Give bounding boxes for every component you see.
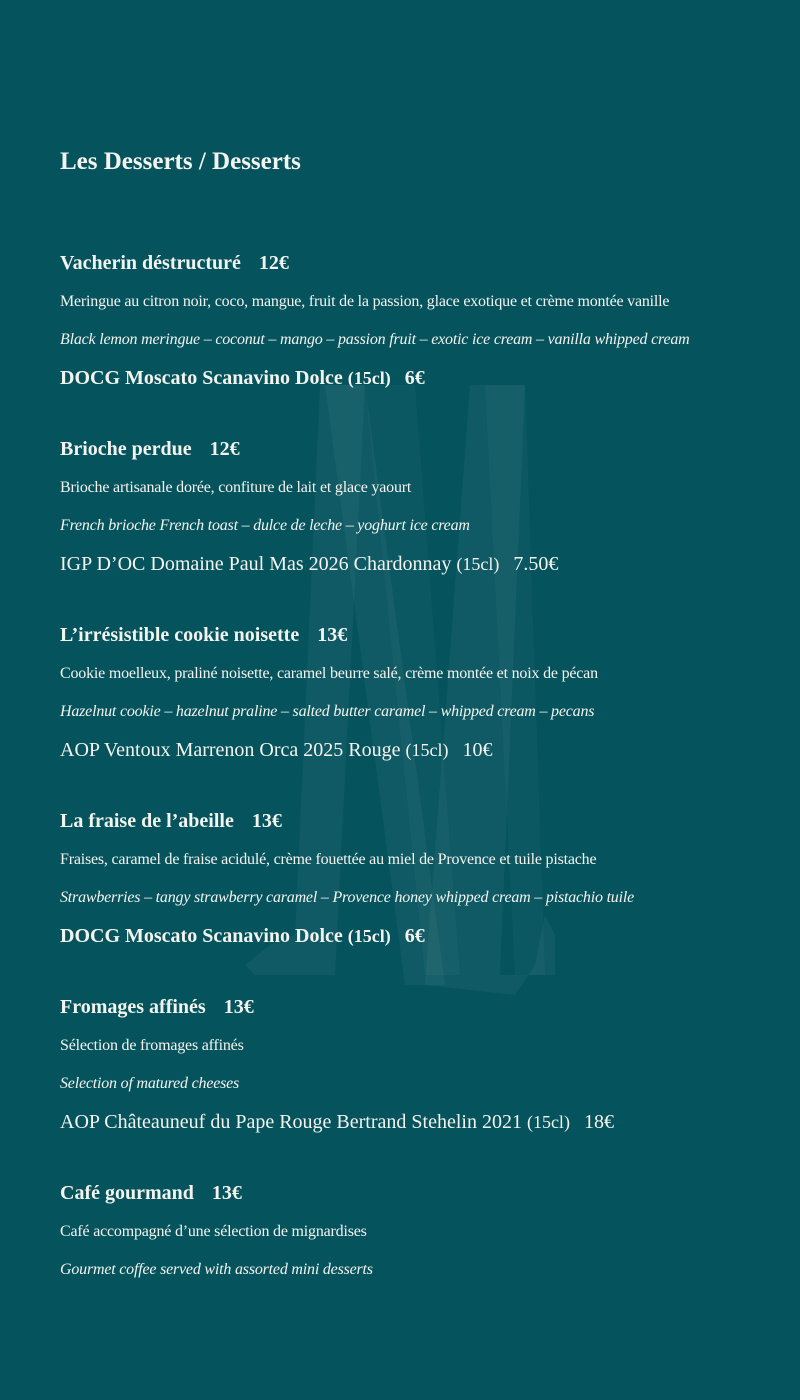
wine-name: IGP D’OC Domaine Paul Mas 2026 Chardonnay: [60, 553, 452, 575]
item-name: L’irrésistible cookie noisette: [60, 624, 300, 646]
wine-price: 10€: [462, 739, 493, 761]
wine-price: 6€: [404, 925, 425, 947]
menu-item-cookie: [60, 620, 800, 766]
wine-volume: (15cl): [405, 740, 449, 760]
item-heading: [60, 1178, 800, 1208]
wine-pairing: [60, 734, 800, 766]
wine-volume: (15cl): [347, 368, 391, 388]
item-description-en: French brioche French toast – dulce de leche – yoghurt ice cream: [60, 517, 470, 534]
menu-item-vacherin: [60, 248, 800, 394]
wine-name: DOCG Moscato Scanavino Dolce: [60, 925, 343, 947]
wine-pairing: [60, 548, 800, 580]
item-description-fr: Fraises, caramel de fraise acidulé, crème fouettée au miel de Provence et tuile pistache: [60, 851, 597, 868]
item-name: Café gourmand: [60, 1182, 194, 1204]
item-description-fr: Brioche artisanale dorée, confiture de lait et glace yaourt: [60, 479, 412, 496]
item-price: 13€: [211, 1182, 242, 1204]
wine-pairing: [60, 1106, 800, 1138]
wine-price: 6€: [404, 367, 425, 389]
item-price: 13€: [317, 624, 348, 646]
wine-volume: (15cl): [456, 554, 500, 574]
item-name: Vacherin déstructuré: [60, 252, 241, 274]
item-description-en: Hazelnut cookie – hazelnut praline – salted butter caramel – whipped cream – pecans: [60, 703, 595, 720]
wine-price: 18€: [583, 1111, 614, 1133]
item-price: 12€: [258, 252, 289, 274]
menu-title: Les Desserts / Desserts: [60, 148, 301, 175]
item-description-en: Gourmet coffee served with assorted mini desserts: [60, 1261, 373, 1278]
item-description-en: Selection of matured cheeses: [60, 1075, 240, 1092]
menu-item-fraise: [60, 806, 800, 952]
wine-price: 7.50€: [513, 553, 559, 575]
menu-item-cafe-gourmand: [60, 1178, 800, 1284]
item-name: La fraise de l’abeille: [60, 810, 234, 832]
item-heading: [60, 992, 800, 1022]
item-name: Fromages affinés: [60, 996, 206, 1018]
wine-name: AOP Ventoux Marrenon Orca 2025 Rouge: [60, 739, 401, 761]
item-description-fr: Sélection de fromages affinés: [60, 1037, 244, 1054]
menu-item-brioche: [60, 434, 800, 580]
item-description-fr: Café accompagné d’une sélection de mignardises: [60, 1223, 367, 1240]
wine-volume: (15cl): [347, 926, 391, 946]
wine-volume: (15cl): [526, 1112, 570, 1132]
item-heading: [60, 248, 800, 278]
wine-pairing: [60, 362, 800, 394]
item-heading: [60, 620, 800, 650]
item-description-fr: Cookie moelleux, praliné noisette, caramel beurre salé, crème montée et noix de pécan: [60, 665, 598, 682]
menu-item-fromages: [60, 992, 800, 1138]
wine-pairing: [60, 920, 800, 952]
item-price: 12€: [209, 438, 240, 460]
item-description-en: Black lemon meringue – coconut – mango – passion fruit – exotic ice cream – vanilla whipped cream: [60, 331, 690, 348]
wine-name: DOCG Moscato Scanavino Dolce: [60, 367, 343, 389]
wine-name: AOP Châteauneuf du Pape Rouge Bertrand Stehelin 2021: [60, 1111, 522, 1133]
item-price: 13€: [251, 810, 282, 832]
item-description-fr: Meringue au citron noir, coco, mangue, fruit de la passion, glace exotique et crème montée vanille: [60, 293, 670, 310]
item-name: Brioche perdue: [60, 438, 192, 460]
item-heading: [60, 434, 800, 464]
item-price: 13€: [223, 996, 254, 1018]
item-description-en: Strawberries – tangy strawberry caramel – Provence honey whipped cream – pistachio tuile: [60, 889, 635, 906]
item-heading: [60, 806, 800, 836]
